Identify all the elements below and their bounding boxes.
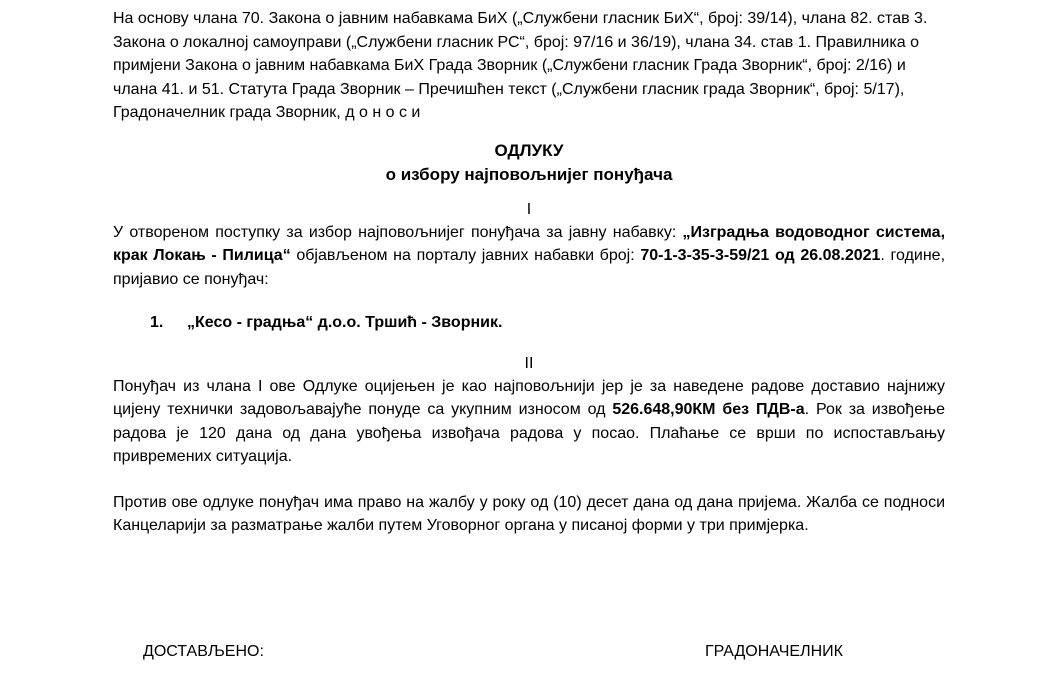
document-page [113, 7, 946, 660]
offer-amount: 526.648,90КМ без ПДВ-а [612, 401, 805, 418]
signatory-title: ГРАДОНАЧЕЛНИК [705, 643, 843, 660]
section-2-text-b: . Рок за извођење радова је 120 дана од дана увођења извођача радова у посао. Плаћање се врши по испостављању привремених ситуација. [113, 401, 945, 465]
section-2-text-a: Понуђач из члана I ове Одлуке оцијењен је као најповољнији јер је за наведене радове доставио најнижу цијену технички задовољавајуће понуде са укупним износом од [113, 377, 945, 418]
notice-number: 70-1-3-35-3-59/21 од 26.08.2021 [640, 247, 881, 264]
section-1-text-c: . године, пријавио се понуђач: [113, 247, 946, 288]
preamble-paragraph: На основу члана 70. Закона о јавним набавкама БиХ („Службени гласник БиХ“, број: 39/14), члана 82. став 3. Закона о локалној самоуправи („Службени гласник РС“, број: 97/16 и 36/19), члана 34. став 1. Правилника о примјени Закона о јавним набавкама БиХ Града Зворник („Службени гласник Града Зворник“, број: 2/16) и члана 41. и 51. Статута Града Зворник – Пречишћен текст („Службени гласник града Зворник“, број: 5/17), Градоначелник града Зворник, д о н о с и [113, 10, 928, 121]
section-1-text-b: објављеном на порталу јавних набавки број: [290, 247, 641, 264]
document-title: ОДЛУКУ [494, 140, 564, 160]
bidder-number: 1. [150, 314, 164, 331]
document-subtitle: о избору најповољнијег понуђача [385, 164, 673, 184]
section-2-paragraph [113, 375, 945, 469]
procurement-name: „Изградња водоводног система, крак Локањ - Пилица“ [113, 223, 946, 264]
delivered-to-label: ДОСТАВЉЕНО: [143, 643, 264, 660]
signature-footer [113, 640, 945, 664]
section-numeral-2: II [524, 354, 534, 372]
section-1-text-a: У отвореном поступку за избор најповољнијег понуђача за јавну набавку: [113, 223, 683, 241]
bidder-list-item [150, 311, 945, 335]
section-numeral-1: I [526, 200, 532, 218]
section-1-paragraph [113, 221, 945, 292]
appeal-paragraph: Против ове одлуке понуђач има право на жалбу у року од (10) десет дана од дана пријема. Жалба се подноси Канцеларији за разматрање жалби путем Уговорног органа у писаној форми у три примјерка. [113, 493, 945, 534]
bidder-name: „Кесо - градња“ д.о.о. Тршић - Зворник. [187, 314, 503, 331]
